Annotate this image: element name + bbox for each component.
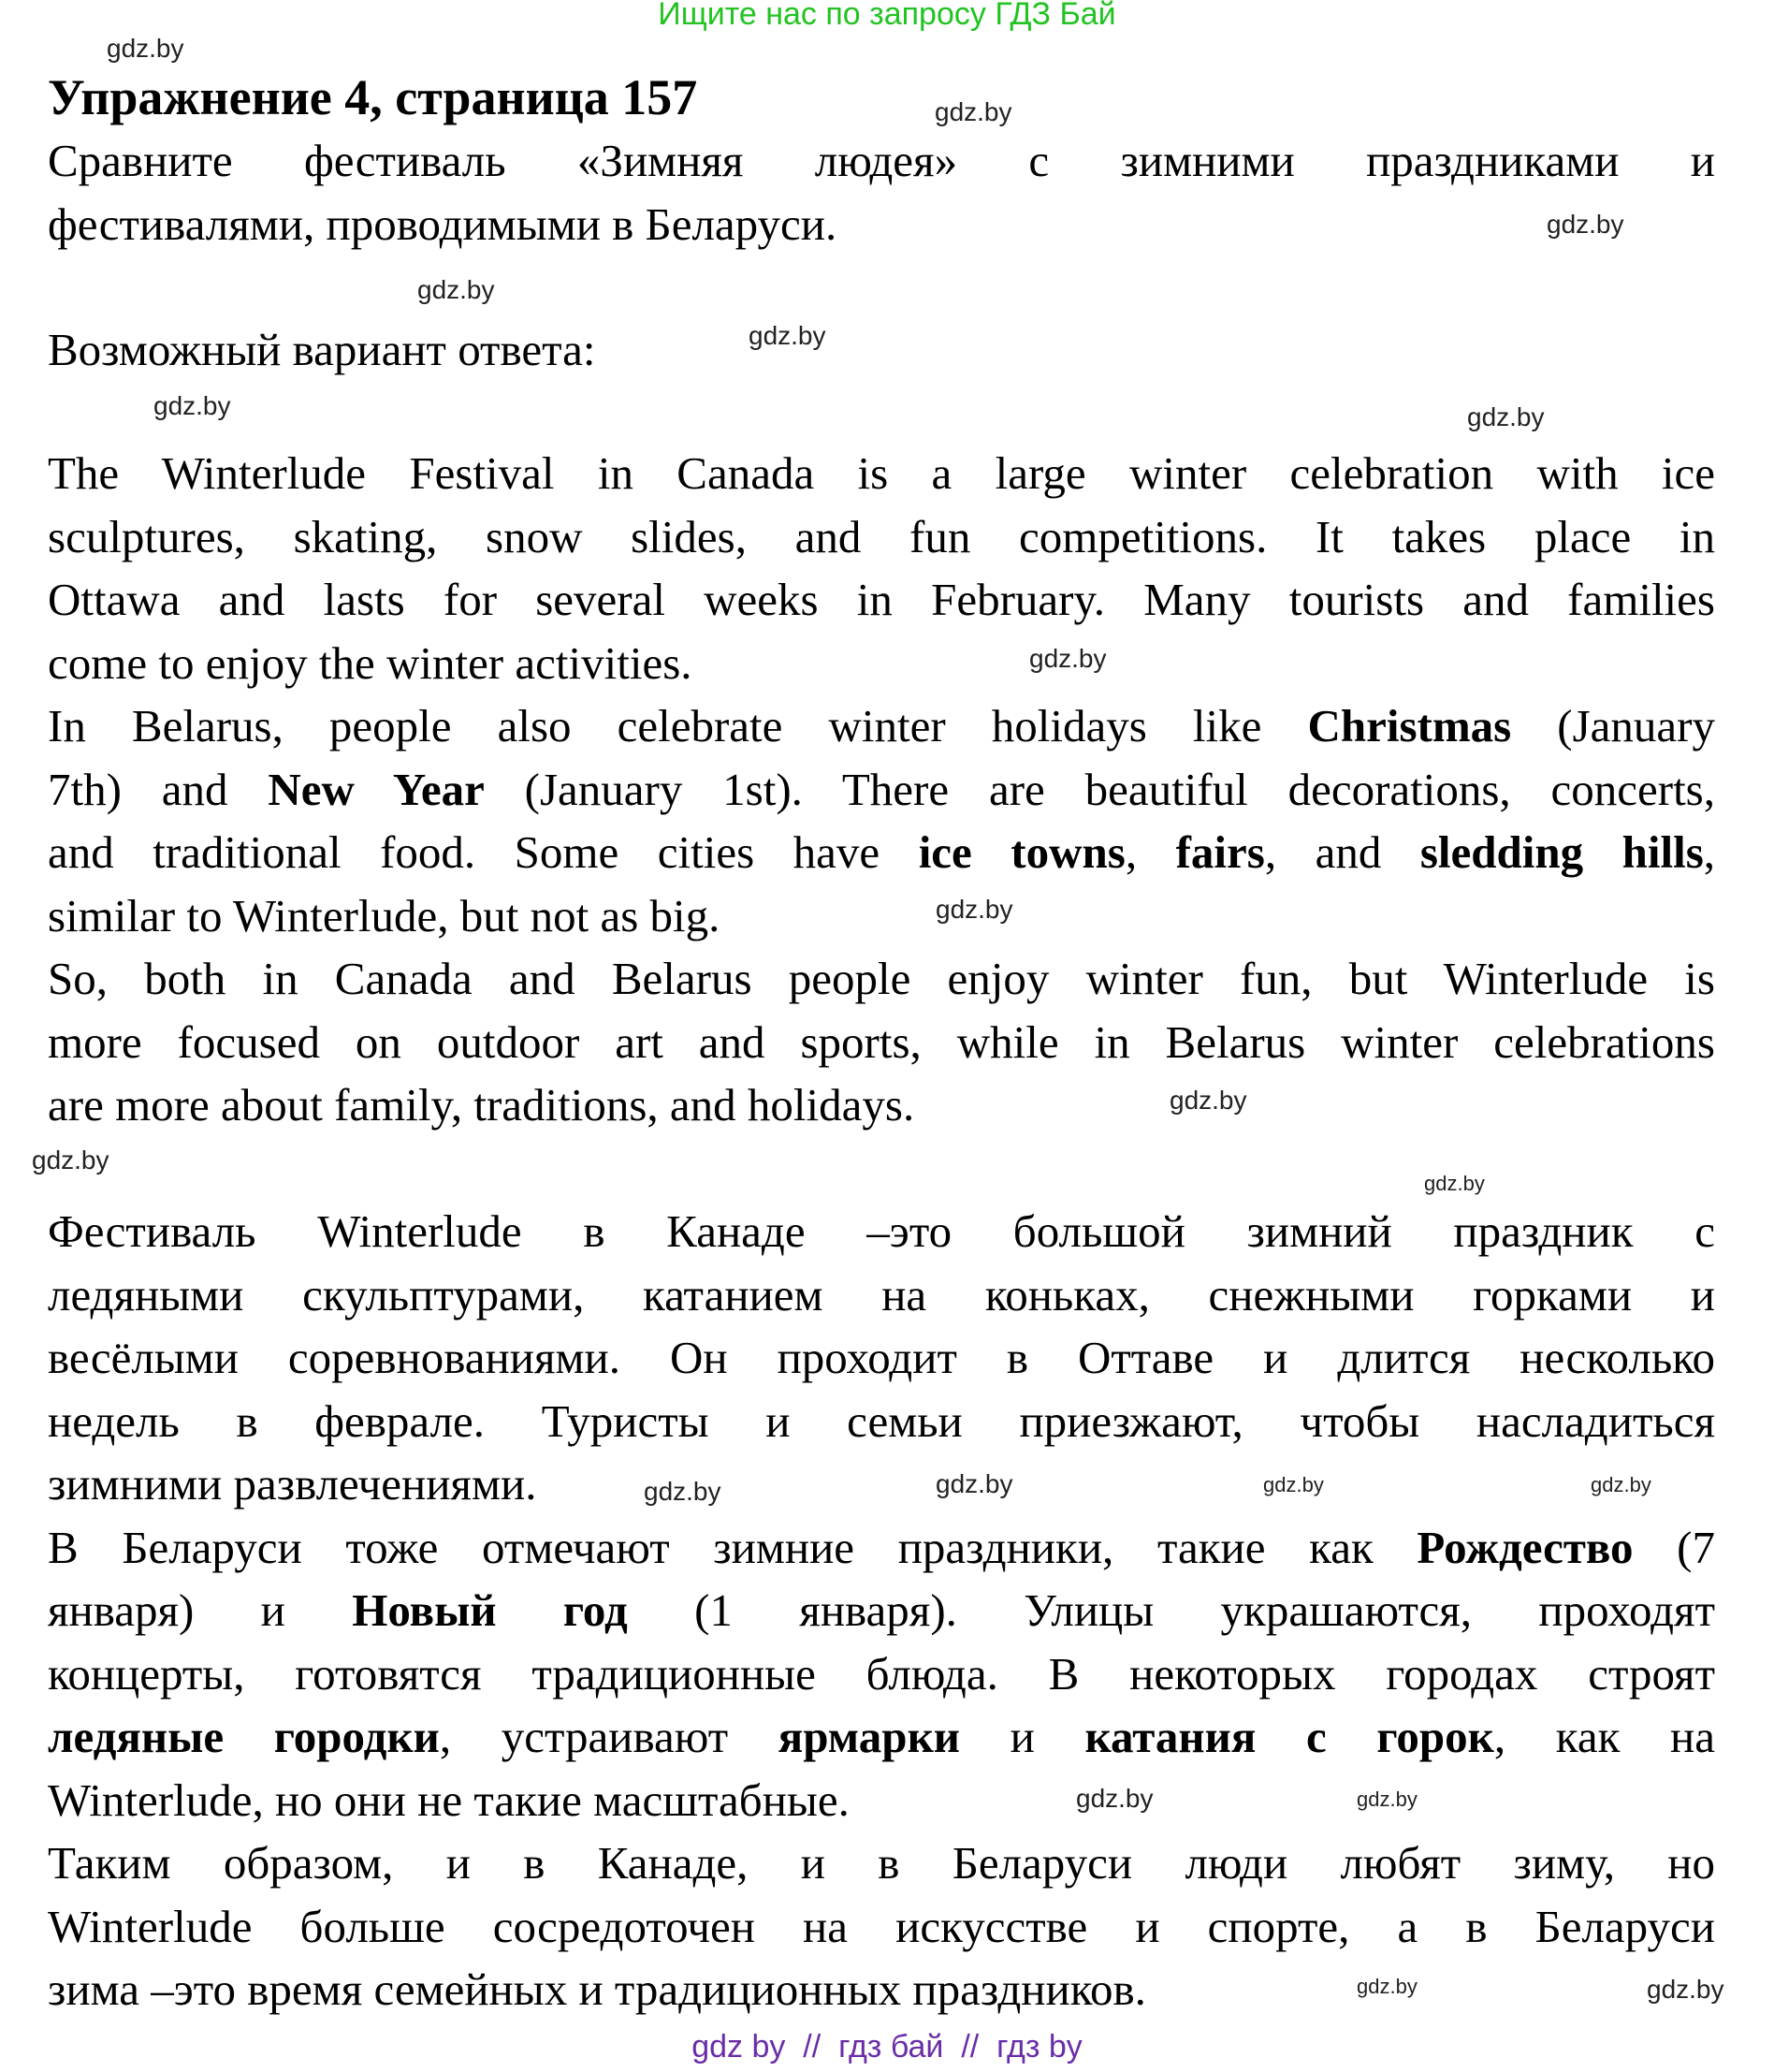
text-segment: весёлыми соревнованиями. Он проходит в Оттаве и длится несколько — [48, 1332, 1715, 1383]
text-line — [48, 1011, 1715, 1074]
text-line — [48, 758, 1715, 822]
text-segment: Ottawa and lasts for several weeks in February. Many tourists and families — [48, 574, 1715, 625]
bold-term: ярмарки — [778, 1711, 961, 1762]
bold-term: Новый год — [352, 1584, 628, 1636]
watermark: gdz.by — [749, 321, 826, 350]
bold-term: ice towns — [918, 826, 1126, 878]
watermark: gdz.by — [1647, 1975, 1724, 2004]
watermark: gdz.by — [1029, 644, 1107, 673]
russian-answer — [48, 1200, 1715, 2021]
text-segment: Фестиваль Winterlude в Канаде –это большой зимний праздник с — [48, 1205, 1715, 1257]
text-segment: зимними развлечениями. — [48, 1458, 537, 1510]
text-segment: (7 — [1633, 1521, 1715, 1573]
exercise-title: Упражнение 4, страница 157 — [48, 69, 698, 125]
text-line — [48, 1326, 1715, 1390]
text-line — [48, 129, 1715, 193]
watermark: gdz.by — [1357, 1975, 1418, 1998]
text-line — [48, 1516, 1715, 1580]
text-line — [48, 947, 1715, 1011]
watermark: gdz.by — [1263, 1473, 1324, 1496]
text-line — [48, 1263, 1715, 1327]
text-segment: more focused on outdoor art and sports, while in Belarus winter celebrations — [48, 1015, 1715, 1068]
text-segment: (1 января). Улицы украшаются, проходят — [627, 1584, 1715, 1636]
watermark: gdz.by — [1467, 402, 1545, 431]
text-segment: , — [1703, 826, 1716, 878]
text-segment: В Беларуси тоже отмечают зимние праздники, такие как — [48, 1521, 1418, 1573]
text-segment: Winterlude, но они не такие масштабные. — [48, 1773, 850, 1826]
text-line — [48, 1073, 914, 1137]
text-segment: The Winterlude Festival in Canada is a large winter celebration with ice — [48, 447, 1715, 499]
watermark: gdz.by — [1547, 210, 1624, 239]
text-segment: So, both in Canada and Belarus people enjoy winter fun, but Winterlude is — [48, 953, 1715, 1004]
text-line — [48, 1705, 1715, 1769]
text-segment: и — [960, 1711, 1085, 1762]
watermark: gdz.by — [936, 1469, 1013, 1498]
text-segment: , как на — [1493, 1711, 1715, 1762]
text-line — [48, 694, 1715, 758]
text-line — [48, 1642, 1715, 1706]
text-segment: Сравните фестиваль «Зимняя людея» с зимними праздниками и — [48, 135, 1715, 186]
watermark: gdz.by — [153, 391, 231, 420]
text-segment: , — [1125, 826, 1176, 878]
text-segment: Таким образом, и в Канаде, и в Беларуси люди любят зиму, но — [48, 1837, 1715, 1889]
text-segment: , устраивают — [439, 1711, 778, 1762]
watermark: gdz.by — [1357, 1787, 1418, 1811]
text-line — [48, 1452, 536, 1516]
watermark: gdz.by — [644, 1477, 721, 1506]
text-segment: similar to Winterlude, but not as big. — [48, 889, 720, 941]
text-line — [48, 1831, 1715, 1895]
text-segment: In Belarus, people also celebrate winter holidays like — [48, 700, 1308, 751]
text-segment: are more about family, traditions, and holidays. — [48, 1079, 915, 1131]
task-text — [48, 129, 1715, 255]
bold-term: Christmas — [1307, 700, 1512, 751]
text-segment: концерты, готовятся традиционные блюда. В некоторых городах строят — [48, 1647, 1715, 1700]
text-segment: недель в феврале. Туристы и семьи приезжают, чтобы насладиться — [48, 1394, 1715, 1447]
bold-term: ледяные городки — [48, 1711, 440, 1762]
text-segment: фестивалями, проводимыми в Беларуси. — [48, 197, 837, 250]
text-line — [48, 1579, 1715, 1642]
watermark: gdz.by — [1591, 1473, 1651, 1496]
bold-term: fairs — [1175, 826, 1265, 878]
watermark: gdz.by — [32, 1145, 109, 1175]
bold-term: sledding hills — [1419, 826, 1704, 878]
text-segment: января) и — [48, 1584, 353, 1636]
answer-label: Возможный вариант ответа: — [48, 324, 596, 375]
text-line — [48, 1200, 1715, 1263]
bold-term: катания с горок — [1084, 1711, 1494, 1762]
text-line — [48, 1390, 1715, 1453]
text-line — [48, 632, 692, 695]
text-segment: come to enjoy the winter activities. — [48, 636, 692, 689]
text-line — [48, 568, 1715, 632]
text-segment: and traditional food. Some cities have — [48, 826, 919, 878]
bold-term: Рождество — [1417, 1521, 1634, 1573]
search-banner: Ищите нас по запросу ГДЗ Бай — [658, 0, 1116, 32]
text-line — [48, 1769, 850, 1832]
text-line — [48, 442, 1715, 505]
text-segment: (January 1st). There are beautiful decorations, concerts, — [484, 763, 1716, 815]
text-segment: Winterlude больше сосредоточен на искусстве и спорте, а в Беларуси — [48, 1900, 1715, 1952]
text-segment: sculptures, skating, snow slides, and fun competitions. It takes place in — [48, 510, 1715, 562]
text-line — [48, 1895, 1715, 1959]
text-line — [48, 505, 1715, 569]
text-segment: , and — [1264, 826, 1420, 878]
text-line — [48, 193, 836, 256]
text-segment: 7th) and — [48, 763, 269, 815]
watermark: gdz.by — [936, 895, 1013, 924]
footer-links: gdz by // гдз бай // гдз by — [691, 2029, 1083, 2065]
watermark: gdz.by — [1076, 1784, 1154, 1813]
text-line — [48, 821, 1715, 884]
watermark: gdz.by — [417, 275, 495, 304]
watermark: gdz.by — [1170, 1086, 1247, 1115]
text-segment: зима –это время семейных и традиционных праздников. — [48, 1963, 1146, 2015]
text-segment: (January — [1511, 700, 1716, 751]
text-segment: ледяными скульптурами, катанием на коньках, снежными горками и — [48, 1268, 1715, 1321]
watermark: gdz.by — [935, 97, 1012, 126]
watermark: gdz.by — [1424, 1172, 1485, 1195]
bold-term: New Year — [268, 763, 485, 815]
english-answer — [48, 442, 1715, 1137]
watermark: gdz.by — [107, 34, 184, 63]
text-line — [48, 884, 720, 948]
text-line — [48, 1958, 1146, 2021]
